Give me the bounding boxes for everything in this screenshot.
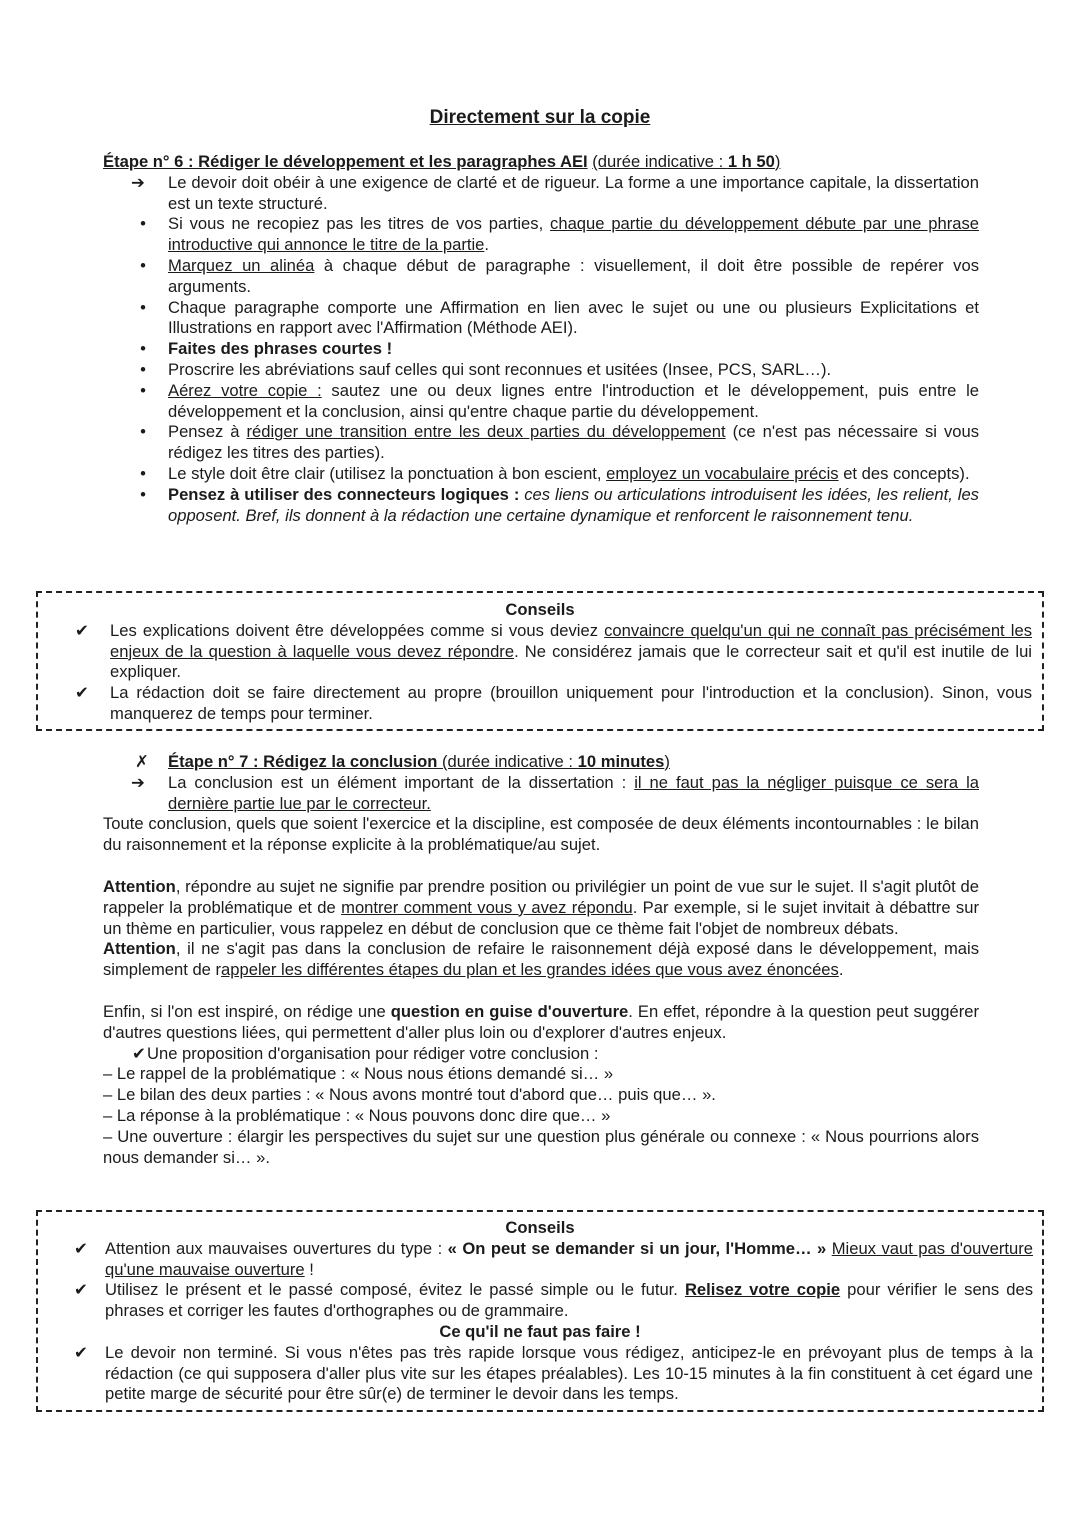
paragraph: Toute conclusion, quels que soient l'exercice et la discipline, est composée de deux éléments incontournables : le bilan du raisonnement et la réponse explicite à la problématique/au sujet. <box>103 814 979 855</box>
arrow-icon: ➔ <box>131 772 145 792</box>
step6-heading-line <box>103 152 979 173</box>
list-item: • Faites des phrases courtes ! <box>168 339 979 360</box>
bullet-icon: • <box>140 463 146 483</box>
list-item: • Le style doit être clair (utilisez la ponctuation à bon escient, employez un vocabulaire précis et des concepts). <box>168 464 979 485</box>
step7-heading: Étape n° 7 : Rédigez la conclusion <box>168 752 438 771</box>
step6-list <box>131 172 980 527</box>
bullet-icon: • <box>140 214 146 234</box>
list-item: • Aérez votre copie : sautez une ou deux lignes entre l'introduction et le développement, puis entre le développement et la conclusion, ainsi qu'entre chaque partie du développement. <box>168 381 979 423</box>
paragraph: Enfin, si l'on est inspiré, on rédige une question en guise d'ouverture. En effet, répondre à la question peut suggérer d'autres questions liées, qui permettent d'aller plus loin ou d'explorer d'autres enjeux. <box>103 1001 980 1042</box>
bullet-icon: • <box>140 297 146 317</box>
step7-duration-value: 10 minutes <box>577 752 665 771</box>
list-item: • Pensez à utiliser des connecteurs logiques : ces liens ou articulations introduisent les idées, les relient, les opposent. Bref, ils donnent à la rédaction une certaine dynamique et renforcent le raisonnement tenu. <box>168 485 979 527</box>
list-item: – La réponse à la problématique : « Nous pouvons donc dire que… » <box>103 1105 611 1125</box>
list-item: ➔ Le devoir doit obéir à une exigence de clarté et de rigueur. La forme a une importance capitale, la dissertation est un texte structuré. <box>168 173 979 215</box>
proposition-line: ✔ Une proposition d'organisation pour rédiger votre conclusion : <box>147 1044 979 1065</box>
check-icon: ✔ <box>132 1043 146 1063</box>
step7-arrow-item: ➔ La conclusion est un élément important de la dissertation : il ne faut pas la négliger puisque ce sera la dernière partie lue par le correcteur. <box>168 773 979 815</box>
list-item: – Le bilan des deux parties : « Nous avons montré tout d'abord que… puis que… ». <box>103 1085 716 1105</box>
page-title: Directement sur la copie <box>429 107 651 128</box>
bullet-icon: • <box>140 484 146 504</box>
conseils-box-1 <box>36 591 1044 731</box>
list-item: • Chaque paragraphe comporte une Affirmation en lien avec le sujet ou une ou plusieurs Explicitations et Illustrations en rapport avec l'Affirmation (Méthode AEI). <box>168 298 979 340</box>
step7-heading-line <box>135 752 979 773</box>
step7-section <box>103 752 979 1168</box>
bullet-icon: • <box>140 255 146 275</box>
bullet-icon: • <box>140 359 146 379</box>
conseils-item: ✔ Attention aux mauvaises ouvertures du type : « On peut se demander si un jour, l'Homme… » Mieux vaut pas d'ouverture qu'une mauvaise ouverture ! <box>105 1239 1033 1281</box>
list-item: • Si vous ne recopiez pas les titres de vos parties, chaque partie du développement débute par une phrase introductive qui annonce le titre de la partie. <box>168 214 979 256</box>
step7-duration: (durée indicative : 10 minutes) <box>437 752 670 771</box>
list-item: • Pensez à rédiger une transition entre les deux parties du développement (ce n'est pas nécessaire si vous rédigez les titres des parties). <box>168 422 979 464</box>
list-item: – Une ouverture : élargir les perspectives du sujet sur une question plus générale ou connexe : « Nous pourrions alors nous demander si… ». <box>103 1126 979 1167</box>
conseils-item: ✔ Le devoir non terminé. Si vous n'êtes pas très rapide lorsque vous rédigez, anticipez-le en prévoyant plus de temps à la rédaction (ce qui supposera d'aller plus vite sur les étapes préalables). Les 10-15 minutes à la fin constituent à cet égard une petite marge de sécurité pour être sûr(e) de terminer le devoir dans les temps. <box>105 1343 1033 1405</box>
conseils-item: ✔ La rédaction doit se faire directement au propre (brouillon uniquement pour l'introduction et la conclusion). Sinon, vous manquerez de temps pour terminer. <box>110 683 1032 725</box>
step6-duration-value: 1 h 50 <box>727 152 775 171</box>
conseils-item: ✔ Les explications doivent être développées comme si vous deviez convaincre quelqu'un qui ne connaît pas précisément les enjeux de la question à laquelle vous devez répondre. Ne considérez jamais que le correcteur sait et qu'il est inutile de lui expliquer. <box>110 621 1032 683</box>
arrow-icon: ➔ <box>131 172 145 192</box>
check-icon: ✔ <box>75 620 89 640</box>
check-icon: ✔ <box>74 1342 88 1362</box>
paragraph: Attention, il ne s'agit pas dans la conclusion de refaire le raisonnement déjà exposé dans le développement, mais simplement de rappeler les différentes étapes du plan et les grandes idées que vous avez énoncées. <box>103 939 979 980</box>
bullet-icon: • <box>140 422 146 442</box>
paragraph: Attention, répondre au sujet ne signifie par prendre position ou privilégier un point de vue sur le sujet. Il s'agit plutôt de rappeler la problématique et de montrer comment vous y avez répondu. Par exemple, si le sujet invitait à débattre sur un thème en particulier, vous rappelez en début de conclusion que ce thème fait l'objet de nombreux débats. <box>103 876 979 938</box>
cross-icon: ✗ <box>135 752 149 771</box>
check-icon: ✔ <box>74 1280 88 1300</box>
step6-duration: (durée indicative : 1 h 50) <box>592 152 781 171</box>
bullet-icon: • <box>140 339 146 359</box>
conseils-heading: Conseils <box>505 600 575 619</box>
what-not-to-do-heading: Ce qu'il ne faut pas faire ! <box>439 1321 641 1341</box>
bullet-icon: • <box>140 380 146 400</box>
check-icon: ✔ <box>75 683 89 703</box>
list-item: – Le rappel de la problématique : « Nous nous étions demandé si… » <box>103 1064 614 1084</box>
list-item: • Marquez un alinéa à chaque début de paragraphe : visuellement, il doit être possible de repérer vos arguments. <box>168 256 979 298</box>
check-icon: ✔ <box>74 1238 88 1258</box>
step6-section <box>103 152 979 526</box>
conseils-heading: Conseils <box>505 1218 575 1237</box>
conseils-box-2 <box>36 1210 1044 1412</box>
conseils-item: ✔ Utilisez le présent et le passé composé, évitez le passé simple ou le futur. Relisez votre copie pour vérifier le sens des phrases et corriger les fautes d'orthographes ou de grammaire. <box>105 1280 1033 1322</box>
step6-heading: Étape n° 6 : Rédiger le développement et les paragraphes AEI <box>103 152 588 171</box>
list-item: • Proscrire les abréviations sauf celles qui sont reconnues et usitées (Insee, PCS, SARL…). <box>168 360 979 381</box>
